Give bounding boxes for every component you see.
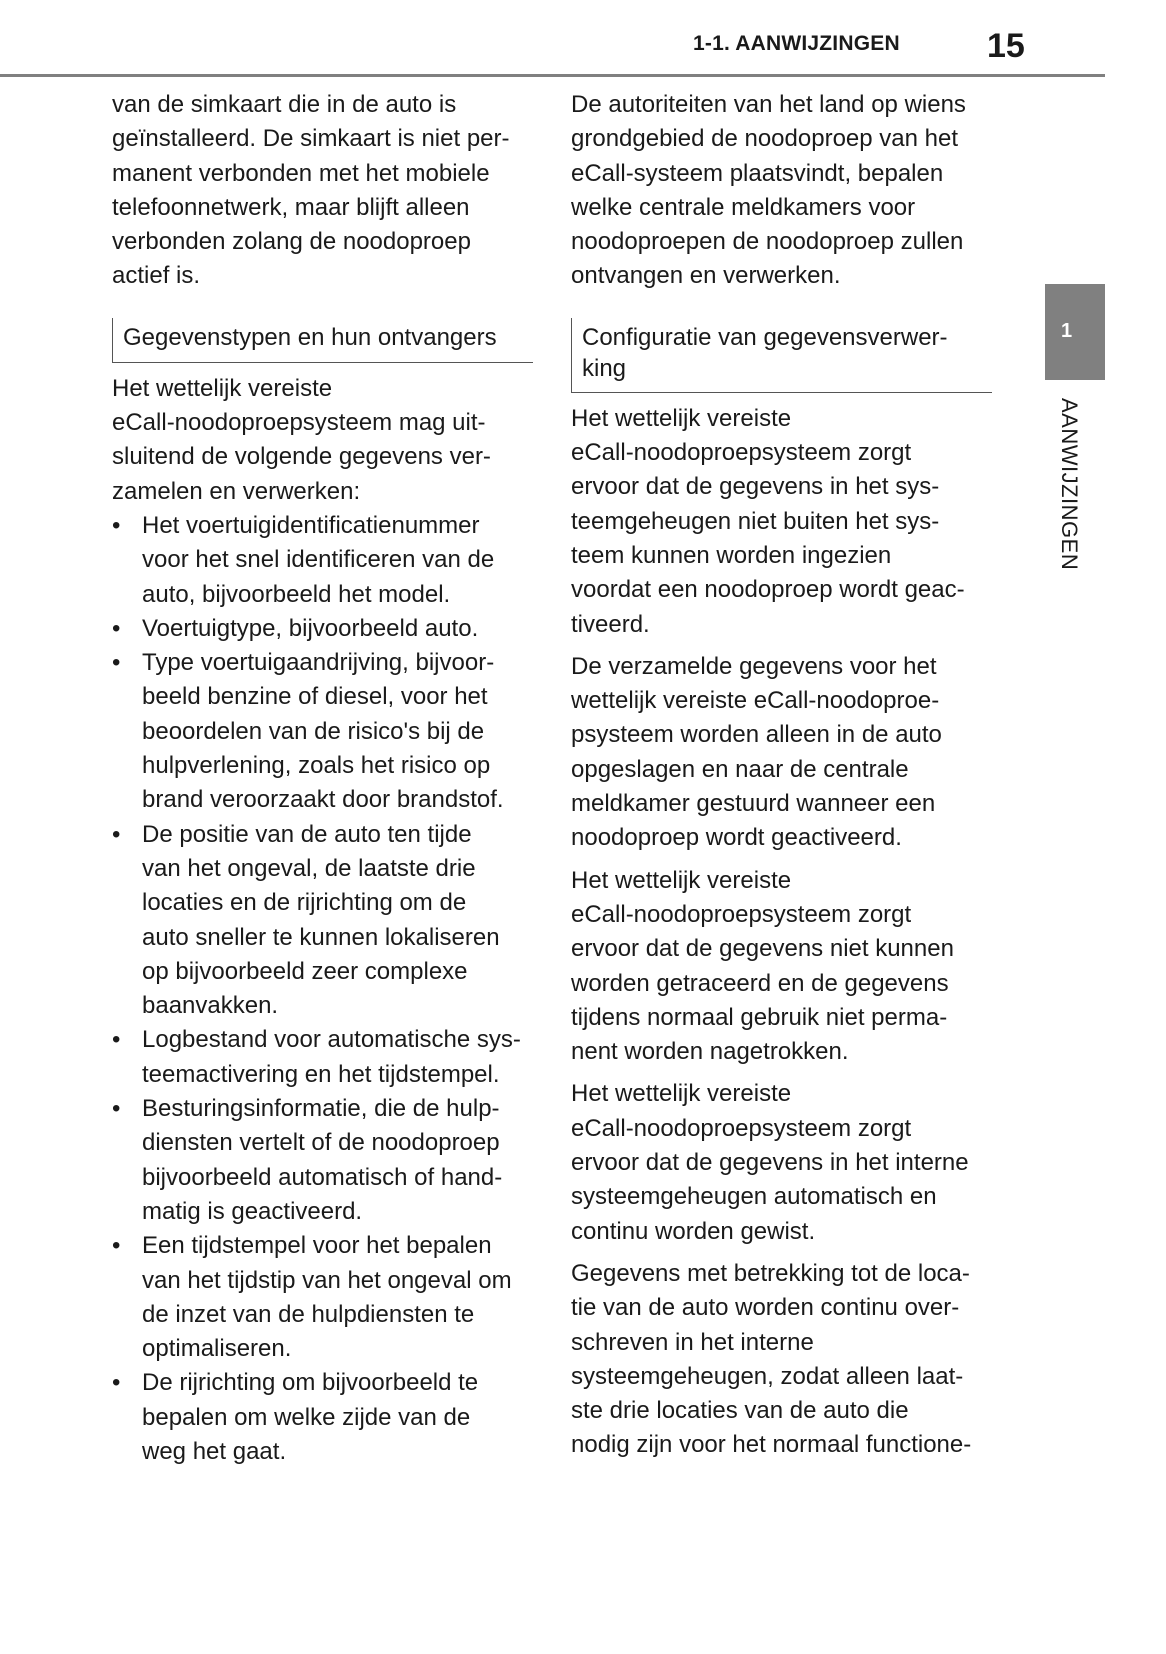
paragraph: Het wettelijk vereiste eCall-noodoproepsysteem zorgt ervoor dat de gegevens niet kunnen worden getraceerd en de gegevens tijdens normaal gebruik niet perma- nent worden nagetrokken. [571,866,954,1066]
paragraph: Het wettelijk vereiste eCall-noodoproepsysteem zorgt ervoor dat de gegevens in het sys- teemgeheugen niet buiten het sys- teem kunnen worden ingezien voordat een noodoproep wordt geac- tiveerd. [571,404,965,638]
chapter-number: 1 [1061,320,1073,342]
list-item-text: De rijrichting om bijvoorbeeld te bepalen om welke zijde van de weg het gaat. [142,1369,479,1465]
list-item-text: Type voertuigaandrijving, bijvoor- beeld benzine of diesel, voor het beoordelen van de risico's bij de hulpverlening, zoals het risico op brand veroorzaakt door brandstof. [142,649,504,814]
page-number: 15 [987,27,1025,65]
bullet-icon: • [112,1095,121,1123]
bullet-icon: • [112,511,121,539]
paragraph: Het wettelijk vereiste eCall-noodoproepsysteem zorgt ervoor dat de gegevens in het interne systeemgeheugen automatisch en continu worden gewist. [571,1080,969,1245]
list-item [112,818,542,1024]
list-item [112,1366,542,1469]
list-item-text: Logbestand voor automatische sys- teemactivering en het tijdstempel. [142,1026,521,1088]
bullet-icon: • [112,614,121,642]
list-item-text: Een tijdstempel voor het bepalen van het tijdstip van het ongeval om de inzet van de hulpdiensten te optimaliseren. [142,1232,512,1363]
chapter-label-vertical: AANWIJZINGEN [1057,398,1082,571]
section-heading: Configuratie van gegevensverwer- king [571,318,992,393]
paragraph: De autoriteiten van het land op wiens grondgebied de noodoproep van het eCall-systeem plaatsvindt, bepalen welke centrale meldkamers voor noodoproepen de noodoproep zullen ontvangen en verwerken. [571,91,966,290]
list-item [112,1023,542,1092]
left-column [112,88,542,1469]
paragraph: De verzamelde gegevens voor het wettelijk vereiste eCall-noodoproe- psysteem worden alleen in de auto opgeslagen en naar de centrale meldkamer gestuurd wanneer een noodoproep wordt geactiveerd. [571,652,942,852]
bullet-icon: • [112,1232,121,1260]
section-heading: Gegevenstypen en hun ontvangers [112,318,533,363]
list-item [112,646,542,817]
paragraph: Gegevens met betrekking tot de loca- tie van de auto worden continu over- schreven in het interne systeemgeheugen, zodat alleen laat- ste drie locaties van de auto die nodig zijn voor het normaal functione- [571,1259,972,1459]
list-item-text: Voertuigtype, bijvoorbeeld auto. [142,614,479,642]
list-item [112,509,542,612]
list-item [112,612,542,646]
list-item [112,1229,542,1366]
bullet-icon: • [112,1369,121,1397]
paragraph: Het wettelijk vereiste eCall-noodoproepsysteem mag uit- sluitend de volgende gegevens ver- zamelen en verwerken: [112,374,491,505]
list-item-text: De positie van de auto ten tijde van het ongeval, de laatste drie locaties en de rijrichting om de auto sneller te kunnen lokaliseren op bijvoorbeeld zeer complexe baanvakken. [142,820,500,1020]
paragraph: van de simkaart die in de auto is geïnstalleerd. De simkaart is niet per- manent verbonden met het mobiele telefoonnetwerk, maar blijft alleen verbonden zolang de noodoproep actief is. [112,91,510,290]
bullet-list [112,509,542,1469]
bullet-icon: • [112,820,121,848]
header-section-title: 1-1. AANWIJZINGEN [693,32,900,55]
bullet-icon: • [112,1026,121,1054]
bullet-icon: • [112,649,121,677]
header-rule [0,74,1105,77]
chapter-tab [1045,284,1105,380]
list-item-text: Het voertuigidentificatienummer voor het snel identificeren van de auto, bijvoorbeeld het model. [142,511,495,608]
list-item [112,1092,542,1229]
list-item-text: Besturingsinformatie, die de hulp- diensten vertelt of de noodoproep bijvoorbeeld automatisch of hand- matig is geactiveerd. [142,1095,503,1225]
right-column [571,88,1001,1471]
